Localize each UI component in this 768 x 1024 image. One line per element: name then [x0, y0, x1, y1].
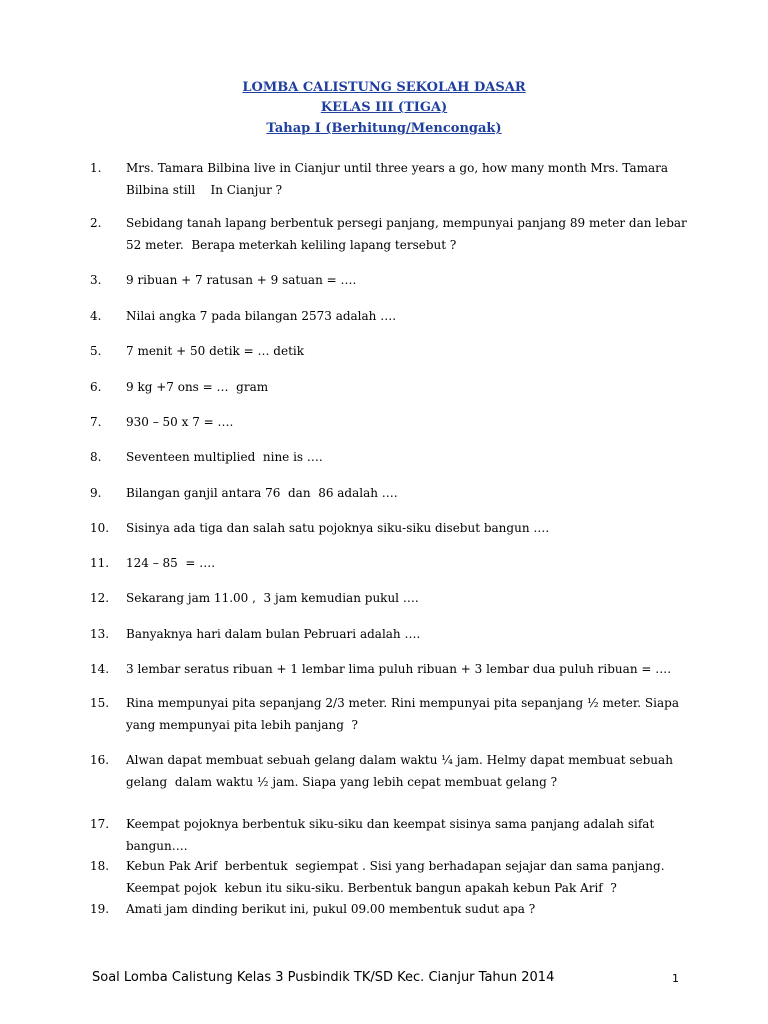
question-number: 12. [90, 591, 110, 605]
question-text [126, 212, 686, 256]
question-number: 11. [90, 556, 110, 570]
question-text [126, 305, 686, 327]
question-number: 2. [90, 216, 102, 230]
question-text [126, 376, 686, 398]
question-line: Seventeen multiplied nine is …. [126, 450, 323, 464]
question-number: 9. [90, 486, 102, 500]
question-line: Mrs. Tamara Bilbina live in Cianjur until three years a go, how many month Mrs. Tamara [126, 161, 669, 175]
question-line: 9 ribuan + 7 ratusan + 9 satuan = …. [126, 273, 357, 287]
question-number: 14. [90, 662, 110, 676]
page-footer: Soal Lomba Calistung Kelas 3 Pusbindik TK/SD Kec. Cianjur Tahun 2014 [92, 970, 555, 985]
question-line: bangun…. [126, 839, 188, 853]
title-line-1: LOMBA CALISTUNG SEKOLAH DASAR [242, 80, 526, 95]
question-text [126, 482, 686, 504]
question-line: 9 kg +7 ons = … gram [126, 380, 269, 394]
question-text [126, 587, 686, 609]
question-line: Sebidang tanah lapang berbentuk persegi panjang, mempunyai panjang 89 meter dan lebar [126, 216, 687, 230]
question-text [126, 692, 686, 736]
title-line-3: Tahap I (Berhitung/Mencongak) [266, 121, 502, 136]
question-text [126, 157, 686, 201]
question-text [126, 269, 686, 291]
question-line: Alwan dapat membuat sebuah gelang dalam waktu ¼ jam. Helmy dapat membuat sebuah [126, 753, 673, 767]
title-line-2: KELAS III (TIGA) [320, 100, 448, 115]
question-number: 1. [90, 161, 102, 175]
question-line: Keempat pojok kebun itu siku-siku. Berbentuk bangun apakah kebun Pak Arif ? [126, 881, 617, 895]
question-line: Bilbina still In Cianjur ? [126, 183, 283, 197]
question-text [126, 552, 686, 574]
question-number: 13. [90, 627, 110, 641]
question-number: 19. [90, 902, 110, 916]
question-line: Rina mempunyai pita sepanjang 2/3 meter. Rini mempunyai pita sepanjang ½ meter. Siapa [126, 696, 679, 710]
question-text [126, 517, 686, 539]
question-line: Sekarang jam 11.00 , 3 jam kemudian pukul …. [126, 591, 419, 605]
question-number: 7. [90, 415, 102, 429]
question-text [126, 623, 686, 645]
page-number: 1 [672, 972, 679, 985]
question-line: Keempat pojoknya berbentuk siku-siku dan keempat sisinya sama panjang adalah sifat [126, 817, 655, 831]
question-line: Nilai angka 7 pada bilangan 2573 adalah …. [126, 309, 397, 323]
question-text [126, 658, 686, 680]
question-line: 52 meter. Berapa meterkah keliling lapang tersebut ? [126, 238, 457, 252]
question-line: 3 lembar seratus ribuan + 1 lembar lima puluh ribuan + 3 lembar dua puluh ribuan = …. [126, 662, 672, 676]
question-text [126, 749, 686, 793]
question-number: 5. [90, 344, 102, 358]
question-line: 124 – 85 = …. [126, 556, 216, 570]
question-line: Amati jam dinding berikut ini, pukul 09.00 membentuk sudut apa ? [126, 902, 536, 916]
question-number: 16. [90, 753, 110, 767]
question-line: yang mempunyai pita lebih panjang ? [126, 718, 358, 732]
question-number: 18. [90, 859, 110, 873]
question-number: 17. [90, 817, 110, 831]
question-line: Sisinya ada tiga dan salah satu pojoknya siku-siku disebut bangun …. [126, 521, 550, 535]
question-text [126, 411, 686, 433]
question-line: 7 menit + 50 detik = … detik [126, 344, 305, 358]
question-text [126, 813, 686, 857]
question-number: 3. [90, 273, 102, 287]
question-line: gelang dalam waktu ½ jam. Siapa yang lebih cepat membuat gelang ? [126, 775, 558, 789]
question-number: 6. [90, 380, 102, 394]
question-number: 15. [90, 696, 110, 710]
question-number: 8. [90, 450, 102, 464]
question-number: 10. [90, 521, 110, 535]
question-text [126, 446, 686, 468]
question-number: 4. [90, 309, 102, 323]
question-text [126, 898, 686, 920]
question-line: 930 – 50 x 7 = …. [126, 415, 234, 429]
question-line: Bilangan ganjil antara 76 dan 86 adalah …. [126, 486, 398, 500]
question-text [126, 340, 686, 362]
question-text [126, 855, 686, 899]
question-line: Kebun Pak Arif berbentuk segiempat . Sisi yang berhadapan sejajar dan sama panjang. [126, 859, 665, 873]
question-line: Banyaknya hari dalam bulan Pebruari adalah …. [126, 627, 421, 641]
